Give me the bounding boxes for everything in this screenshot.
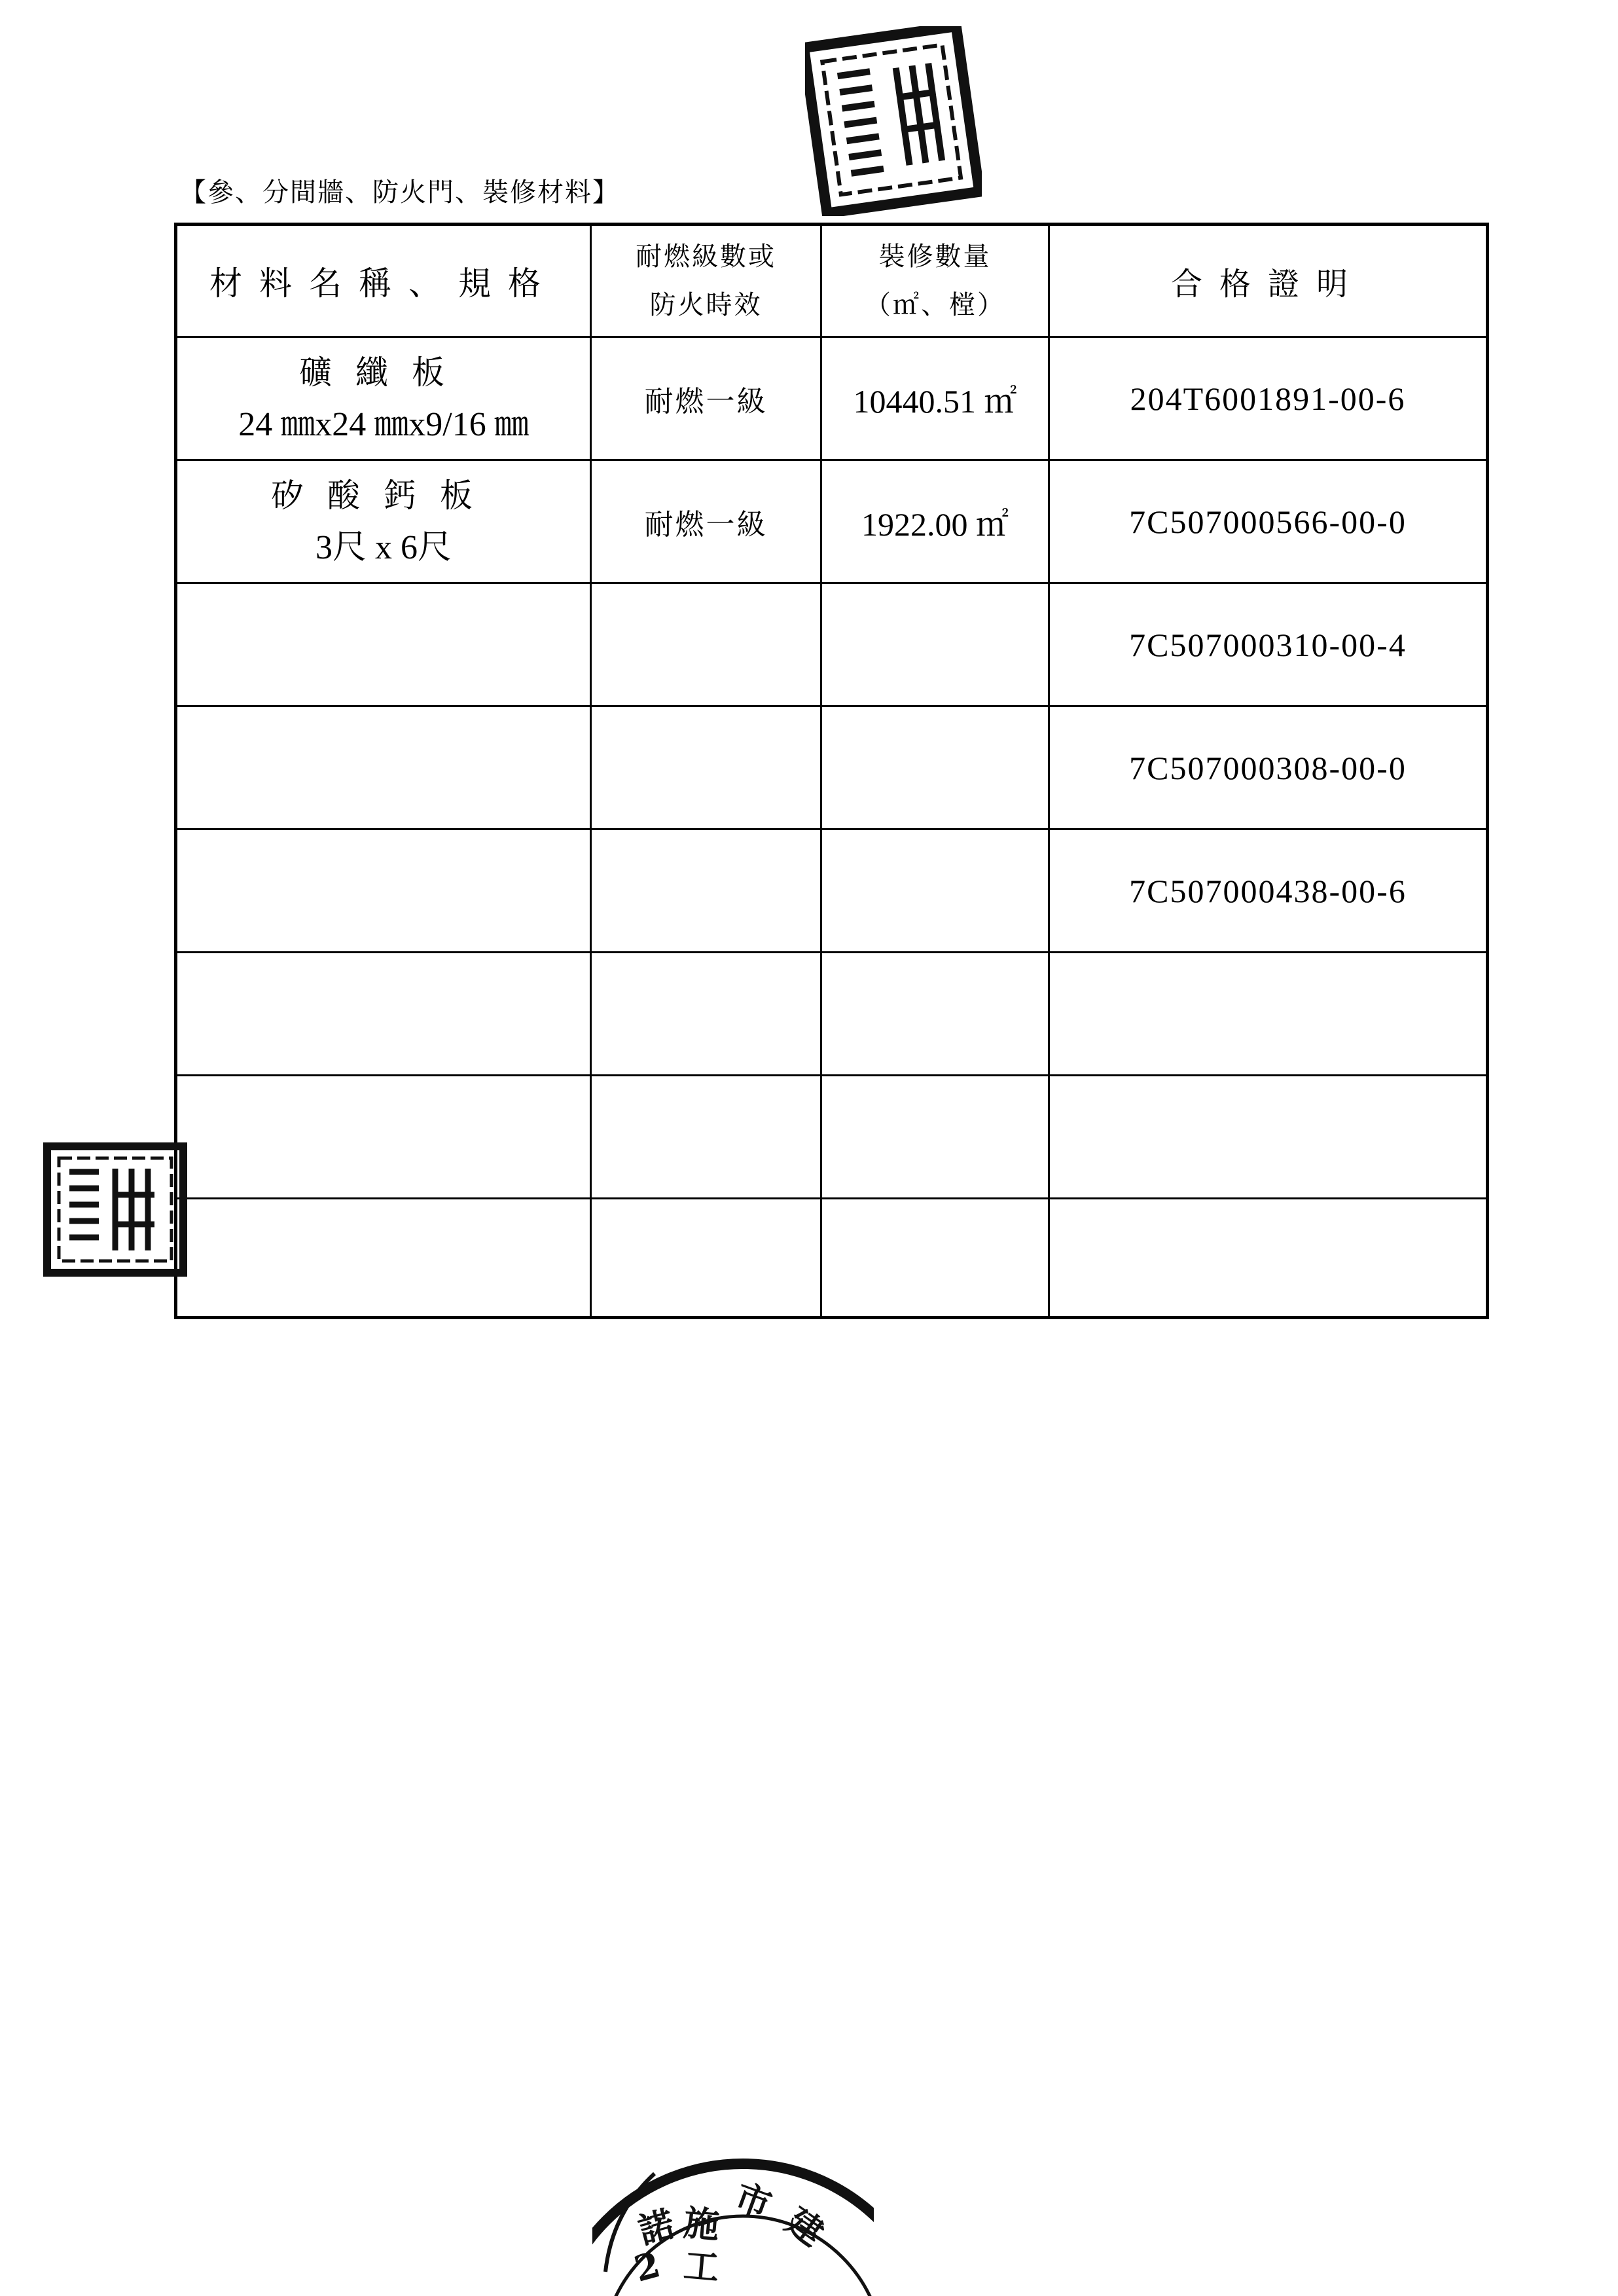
material-name: 礦纖板 (299, 353, 468, 392)
stamp-char: 建 (778, 2199, 832, 2255)
material-cell (176, 1199, 591, 1318)
certificate-cell: 7C507000566-00-0 (1049, 460, 1488, 583)
header-fire-rating: 耐燃級數或 防火時效 (591, 225, 821, 337)
material-spec: 3尺 x 6尺 (315, 528, 452, 566)
certificate-cell (1049, 953, 1488, 1076)
material-cell (176, 460, 591, 583)
stamp-char: 諾 (634, 2202, 679, 2252)
header-material-name: 材料名稱、規格 (176, 225, 591, 337)
quantity-cell: 1922.00 ㎡ (821, 460, 1049, 583)
certificate-cell: 7C507000308-00-0 (1049, 706, 1488, 829)
stamp-char: 市 (729, 2175, 778, 2227)
stamp-char: 施 (682, 2201, 721, 2247)
table-row (176, 583, 1488, 706)
fire-rating-cell (591, 706, 821, 829)
architect-seal-left (43, 1142, 187, 1277)
table-row (176, 460, 1488, 583)
table-row (176, 1199, 1488, 1318)
bottom-round-stamp (592, 2141, 874, 2296)
fire-rating-cell: 耐燃一級 (591, 337, 821, 460)
fire-rating-cell (591, 829, 821, 953)
quantity-cell (821, 953, 1049, 1076)
header-quantity: 裝修數量 （㎡、樘） (821, 225, 1049, 337)
materials-table (174, 223, 1489, 1319)
certificate-cell: 204T6001891-00-6 (1049, 337, 1488, 460)
quantity-cell (821, 1076, 1049, 1199)
material-cell (176, 829, 591, 953)
certificate-cell: 7C507000310-00-4 (1049, 583, 1488, 706)
table-row (176, 706, 1488, 829)
quantity-cell (821, 706, 1049, 829)
certificate-cell (1049, 1076, 1488, 1199)
section-title: 【參、分間牆、防火門、裝修材料】 (180, 177, 620, 208)
table-row (176, 953, 1488, 1076)
quantity-cell (821, 583, 1049, 706)
quantity-cell (821, 829, 1049, 953)
certificate-cell: 7C507000438-00-6 (1049, 829, 1488, 953)
material-cell (176, 337, 591, 460)
material-name: 矽酸鈣板 (271, 476, 496, 515)
fire-rating-cell: 耐燃一級 (591, 460, 821, 583)
material-cell (176, 583, 591, 706)
stamp-char: 工 (682, 2244, 721, 2289)
material-cell (176, 953, 591, 1076)
material-cell (176, 1076, 591, 1199)
fire-rating-cell (591, 1076, 821, 1199)
table-row (176, 1076, 1488, 1199)
fire-rating-cell (591, 583, 821, 706)
table-header-row (176, 225, 1488, 337)
material-cell (176, 706, 591, 829)
table-row (176, 829, 1488, 953)
table-row (176, 337, 1488, 460)
stamp-char: 2 (630, 2243, 665, 2290)
fire-rating-cell (591, 1199, 821, 1318)
material-spec: 24 ㎜x24 ㎜x9/16 ㎜ (238, 405, 529, 443)
quantity-cell (821, 1199, 1049, 1318)
certificate-cell (1049, 1199, 1488, 1318)
fire-rating-cell (591, 953, 821, 1076)
header-certificate: 合格證明 (1049, 225, 1488, 337)
architect-seal-top (805, 26, 982, 216)
quantity-cell: 10440.51 ㎡ (821, 337, 1049, 460)
